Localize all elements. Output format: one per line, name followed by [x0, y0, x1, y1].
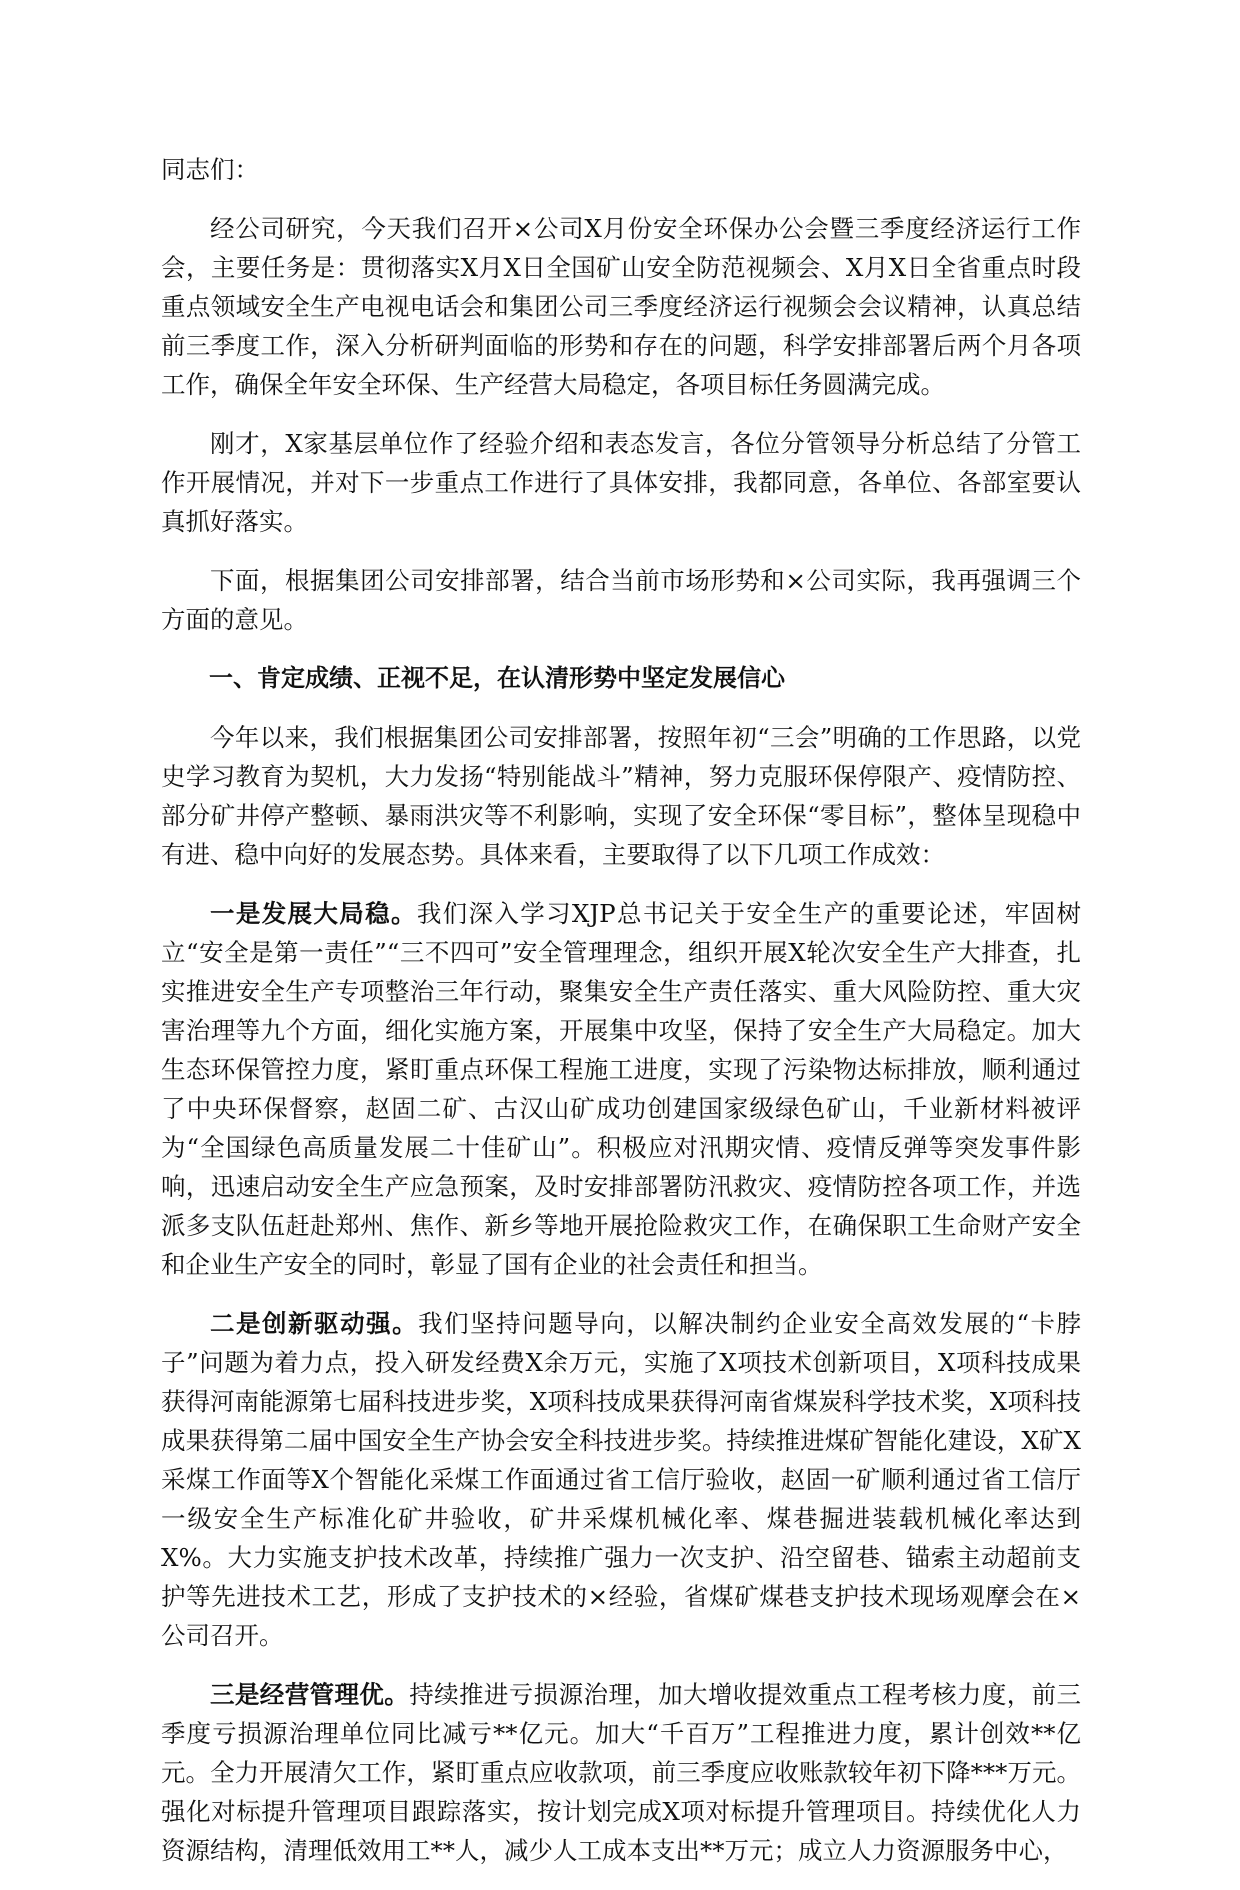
point-lead: 二是创新驱动强。 [210, 1309, 419, 1338]
section-intro-paragraph: 今年以来，我们根据集团公司安排部署，按照年初“三会”明确的工作思路，以党史学习教育为契机，大力发扬“特别能战斗”精神，努力克服环保停限产、疫情防控、部分矿井停产整顿、暴雨洪灾等不利影响，实现了安全环保“零目标”，整体呈现稳中有进、稳中向好的发展态势。具体来看，主要取得了以下几项工作成效： [161, 723, 1081, 869]
document-page [161, 150, 1081, 1890]
acknowledgement-paragraph: 刚才，X家基层单位作了经验介绍和表态发言，各位分管领导分析总结了分管工作开展情况，并对下一步重点工作进行了具体安排，我都同意，各单位、各部室要认真抓好落实。 [161, 429, 1081, 536]
transition-paragraph: 下面，根据集团公司安排部署，结合当前市场形势和×公司实际，我再强调三个方面的意见。 [161, 566, 1081, 634]
point-text: 我们坚持问题导向，以解决制约企业安全高效发展的“卡脖子”问题为着力点，投入研发经费X余万元，实施了X项技术创新项目，X项科技成果获得河南能源第七届科技进步奖，X项科技成果获得河南省煤炭科学技术奖，X项科技成果获得第二届中国安全生产协会安全科技进步奖。持续推进煤矿智能化建设，X矿X采煤工作面等X个智能化采煤工作面通过省工信厅验收，赵固一矿顺利通过省工信厅一级安全生产标准化矿井验收，矿井采煤机械化率、煤巷掘进装载机械化率达到X%。大力实施支护技术改革，持续推广强力一次支护、沿空留巷、锚索主动超前支护等先进技术工艺，形成了支护技术的×经验，省煤矿煤巷支护技术现场观摩会在×公司召开。 [161, 1309, 1082, 1650]
point-text: 我们深入学习XJP总书记关于安全生产的重要论述，牢固树立“安全是第一责任”“三不四可”安全管理理念，组织开展X轮次安全生产大排查，扎实推进安全生产专项整治三年行动，聚集安全生产责任落实、重大风险防控、重大灾害治理等九个方面，细化实施方案，开展集中攻坚，保持了安全生产大局稳定。加大生态环保管控力度，紧盯重点环保工程施工进度，实现了污染物达标排放，顺利通过了中央环保督察，赵固二矿、古汉山矿成功创建国家级绿色矿山，千业新材料被评为“全国绿色高质量发展二十佳矿山”。积极应对汛期灾情、疫情反弹等突发事件影响，迅速启动安全生产应急预案，及时安排部署防汛救灾、疫情防控各项工作，并选派多支队伍赶赴郑州、焦作、新乡等地开展抢险救灾工作，在确保职工生命财产安全和企业生产安全的同时，彰显了国有企业的社会责任和担当。 [161, 899, 1081, 1279]
point-lead: 三是经营管理优。 [210, 1680, 410, 1709]
point-text: 持续推进亏损源治理，加大增收提效重点工程考核力度，前三季度亏损源治理单位同比减亏**亿元。加大“千百万”工程推进力度，累计创效**亿元。全力开展清欠工作，紧盯重点应收款项，前三季度应收账款较年初下降***万元。强化对标提升管理项目跟踪落实，按计划完成X项对标提升管理项目。持续优化人力资源结构，清理低效用工**人，减少人工成本支出**万元；成立人力资源服务中心， [161, 1680, 1082, 1865]
section-heading: 一、肯定成绩、正视不足，在认清形势中坚定发展信心 [209, 664, 785, 692]
salutation: 同志们： [161, 155, 259, 184]
point-paragraph-management [161, 1675, 1081, 1870]
point-lead: 一是发展大局稳。 [210, 899, 417, 928]
opening-paragraph: 经公司研究，今天我们召开×公司X月份安全环保办公会暨三季度经济运行工作会，主要任务是：贯彻落实X月X日全国矿山安全防范视频会、X月X日全省重点时段重点领域安全生产电视电话会和集团公司三季度经济运行视频会会议精神，认真总结前三季度工作，深入分析研判面临的形势和存在的问题，科学安排部署后两个月各项工作，确保全年安全环保、生产经营大局稳定，各项目标任务圆满完成。 [161, 214, 1081, 399]
point-paragraph-innovation [161, 1304, 1081, 1655]
point-paragraph-development [161, 894, 1081, 1284]
